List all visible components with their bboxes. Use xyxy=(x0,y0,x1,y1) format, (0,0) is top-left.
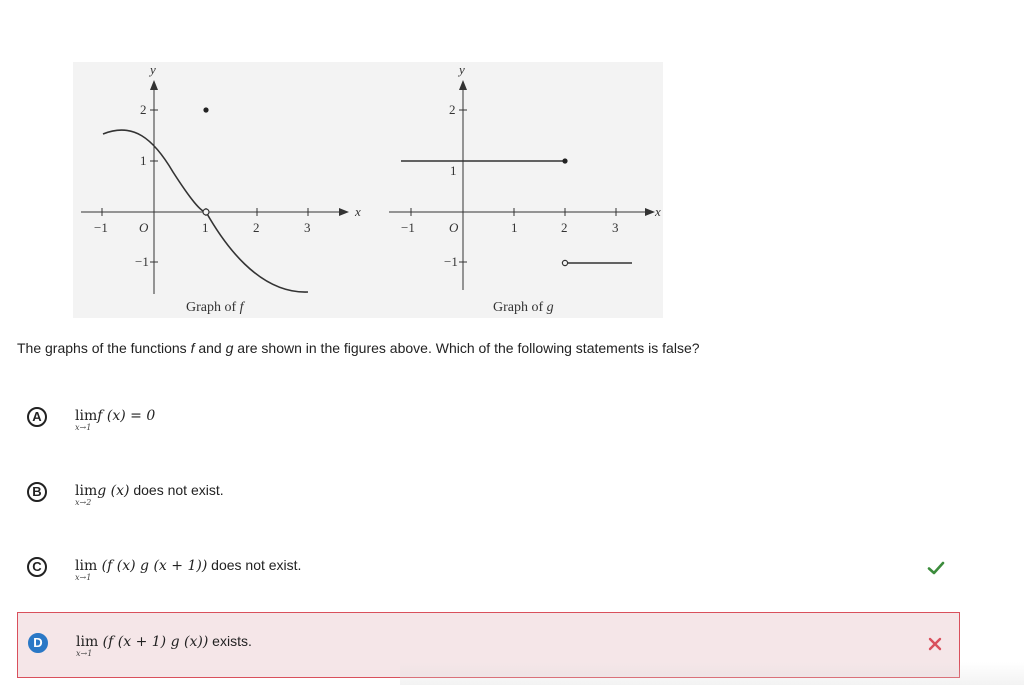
f-filled-point xyxy=(203,107,208,112)
f-xtick-label: 3 xyxy=(304,220,311,235)
g-y-arrow xyxy=(459,80,467,90)
lim-operator xyxy=(75,558,98,582)
option-text: does not exist. xyxy=(129,482,224,498)
caption-f xyxy=(186,300,244,316)
lim-subscript: x→2 xyxy=(75,498,92,507)
caption-g-prefix: Graph of xyxy=(493,300,544,315)
answer-option-c[interactable] xyxy=(17,537,960,601)
bottom-shadow xyxy=(400,662,1024,685)
incorrect-x-icon xyxy=(926,635,944,653)
correct-check-icon xyxy=(927,559,945,577)
question-part: are shown in the figures above. Which of the following statements is false? xyxy=(233,340,700,356)
question-part: and xyxy=(194,340,226,356)
lim-word: lim xyxy=(76,634,99,650)
g-origin-label: O xyxy=(449,220,459,235)
f-ytick-label: 1 xyxy=(140,153,147,168)
lim-subscript: x→1 xyxy=(75,423,92,432)
f-xtick-label: −1 xyxy=(94,220,108,235)
f-x-label: x xyxy=(355,204,361,219)
caption-g xyxy=(493,300,554,316)
lim-operator xyxy=(75,408,98,432)
g-xtick-label: −1 xyxy=(401,220,415,235)
lim-operator xyxy=(76,634,99,658)
lim-word: lim xyxy=(75,558,98,574)
f-y-label: y xyxy=(150,62,156,77)
option-c-statement xyxy=(75,557,302,582)
option-letter-a[interactable]: A xyxy=(27,407,47,427)
g-x-label: x xyxy=(655,204,661,219)
g-filled-point xyxy=(562,158,567,163)
f-open-point xyxy=(203,209,209,215)
question-text xyxy=(17,340,700,356)
option-d-statement xyxy=(76,633,252,658)
g-open-point xyxy=(562,260,567,265)
option-expression: g (x) xyxy=(97,483,130,499)
f-xtick-label: 2 xyxy=(253,220,260,235)
graph-g xyxy=(383,62,683,302)
option-expression: (f (x) g (x + 1)) xyxy=(97,558,208,574)
lim-subscript: x→1 xyxy=(76,649,93,658)
caption-g-var: g xyxy=(546,300,554,315)
option-letter-b[interactable]: B xyxy=(27,482,47,502)
lim-word: lim xyxy=(75,408,98,424)
caption-f-prefix: Graph of xyxy=(186,300,237,315)
f-xtick-label: 1 xyxy=(202,220,209,235)
option-b-statement xyxy=(75,482,224,507)
question-var-g: g xyxy=(225,340,234,356)
g-xtick-label: 1 xyxy=(511,220,518,235)
f-ytick-label: 2 xyxy=(140,102,147,117)
g-ytick-label: −1 xyxy=(444,254,458,269)
option-text: does not exist. xyxy=(207,557,302,573)
question-var-f: f xyxy=(190,340,195,356)
caption-f-var: f xyxy=(239,300,244,315)
option-letter-d[interactable]: D xyxy=(28,633,48,653)
g-xtick-label: 3 xyxy=(612,220,619,235)
g-ytick-label: 1 xyxy=(450,163,457,178)
option-letter-c[interactable]: C xyxy=(27,557,47,577)
f-origin-label: O xyxy=(139,220,149,235)
g-y-label: y xyxy=(459,62,465,77)
option-text: exists. xyxy=(208,633,252,649)
lim-operator xyxy=(75,483,98,507)
g-xtick-label: 2 xyxy=(561,220,568,235)
option-expression: (f (x + 1) g (x)) xyxy=(98,634,209,650)
f-y-arrow xyxy=(150,80,158,90)
f-ytick-label: −1 xyxy=(135,254,149,269)
answer-option-a[interactable] xyxy=(17,387,960,451)
lim-word: lim xyxy=(75,483,98,499)
g-x-arrow xyxy=(645,208,655,216)
answer-option-b[interactable] xyxy=(17,462,960,526)
option-a-statement xyxy=(75,407,156,432)
f-x-arrow xyxy=(339,208,349,216)
lim-subscript: x→1 xyxy=(75,573,92,582)
question-part: The graphs of the functions xyxy=(17,340,191,356)
g-ytick-label: 2 xyxy=(449,102,456,117)
option-expression: f (x) = 0 xyxy=(97,408,156,424)
graph-f xyxy=(73,62,373,302)
